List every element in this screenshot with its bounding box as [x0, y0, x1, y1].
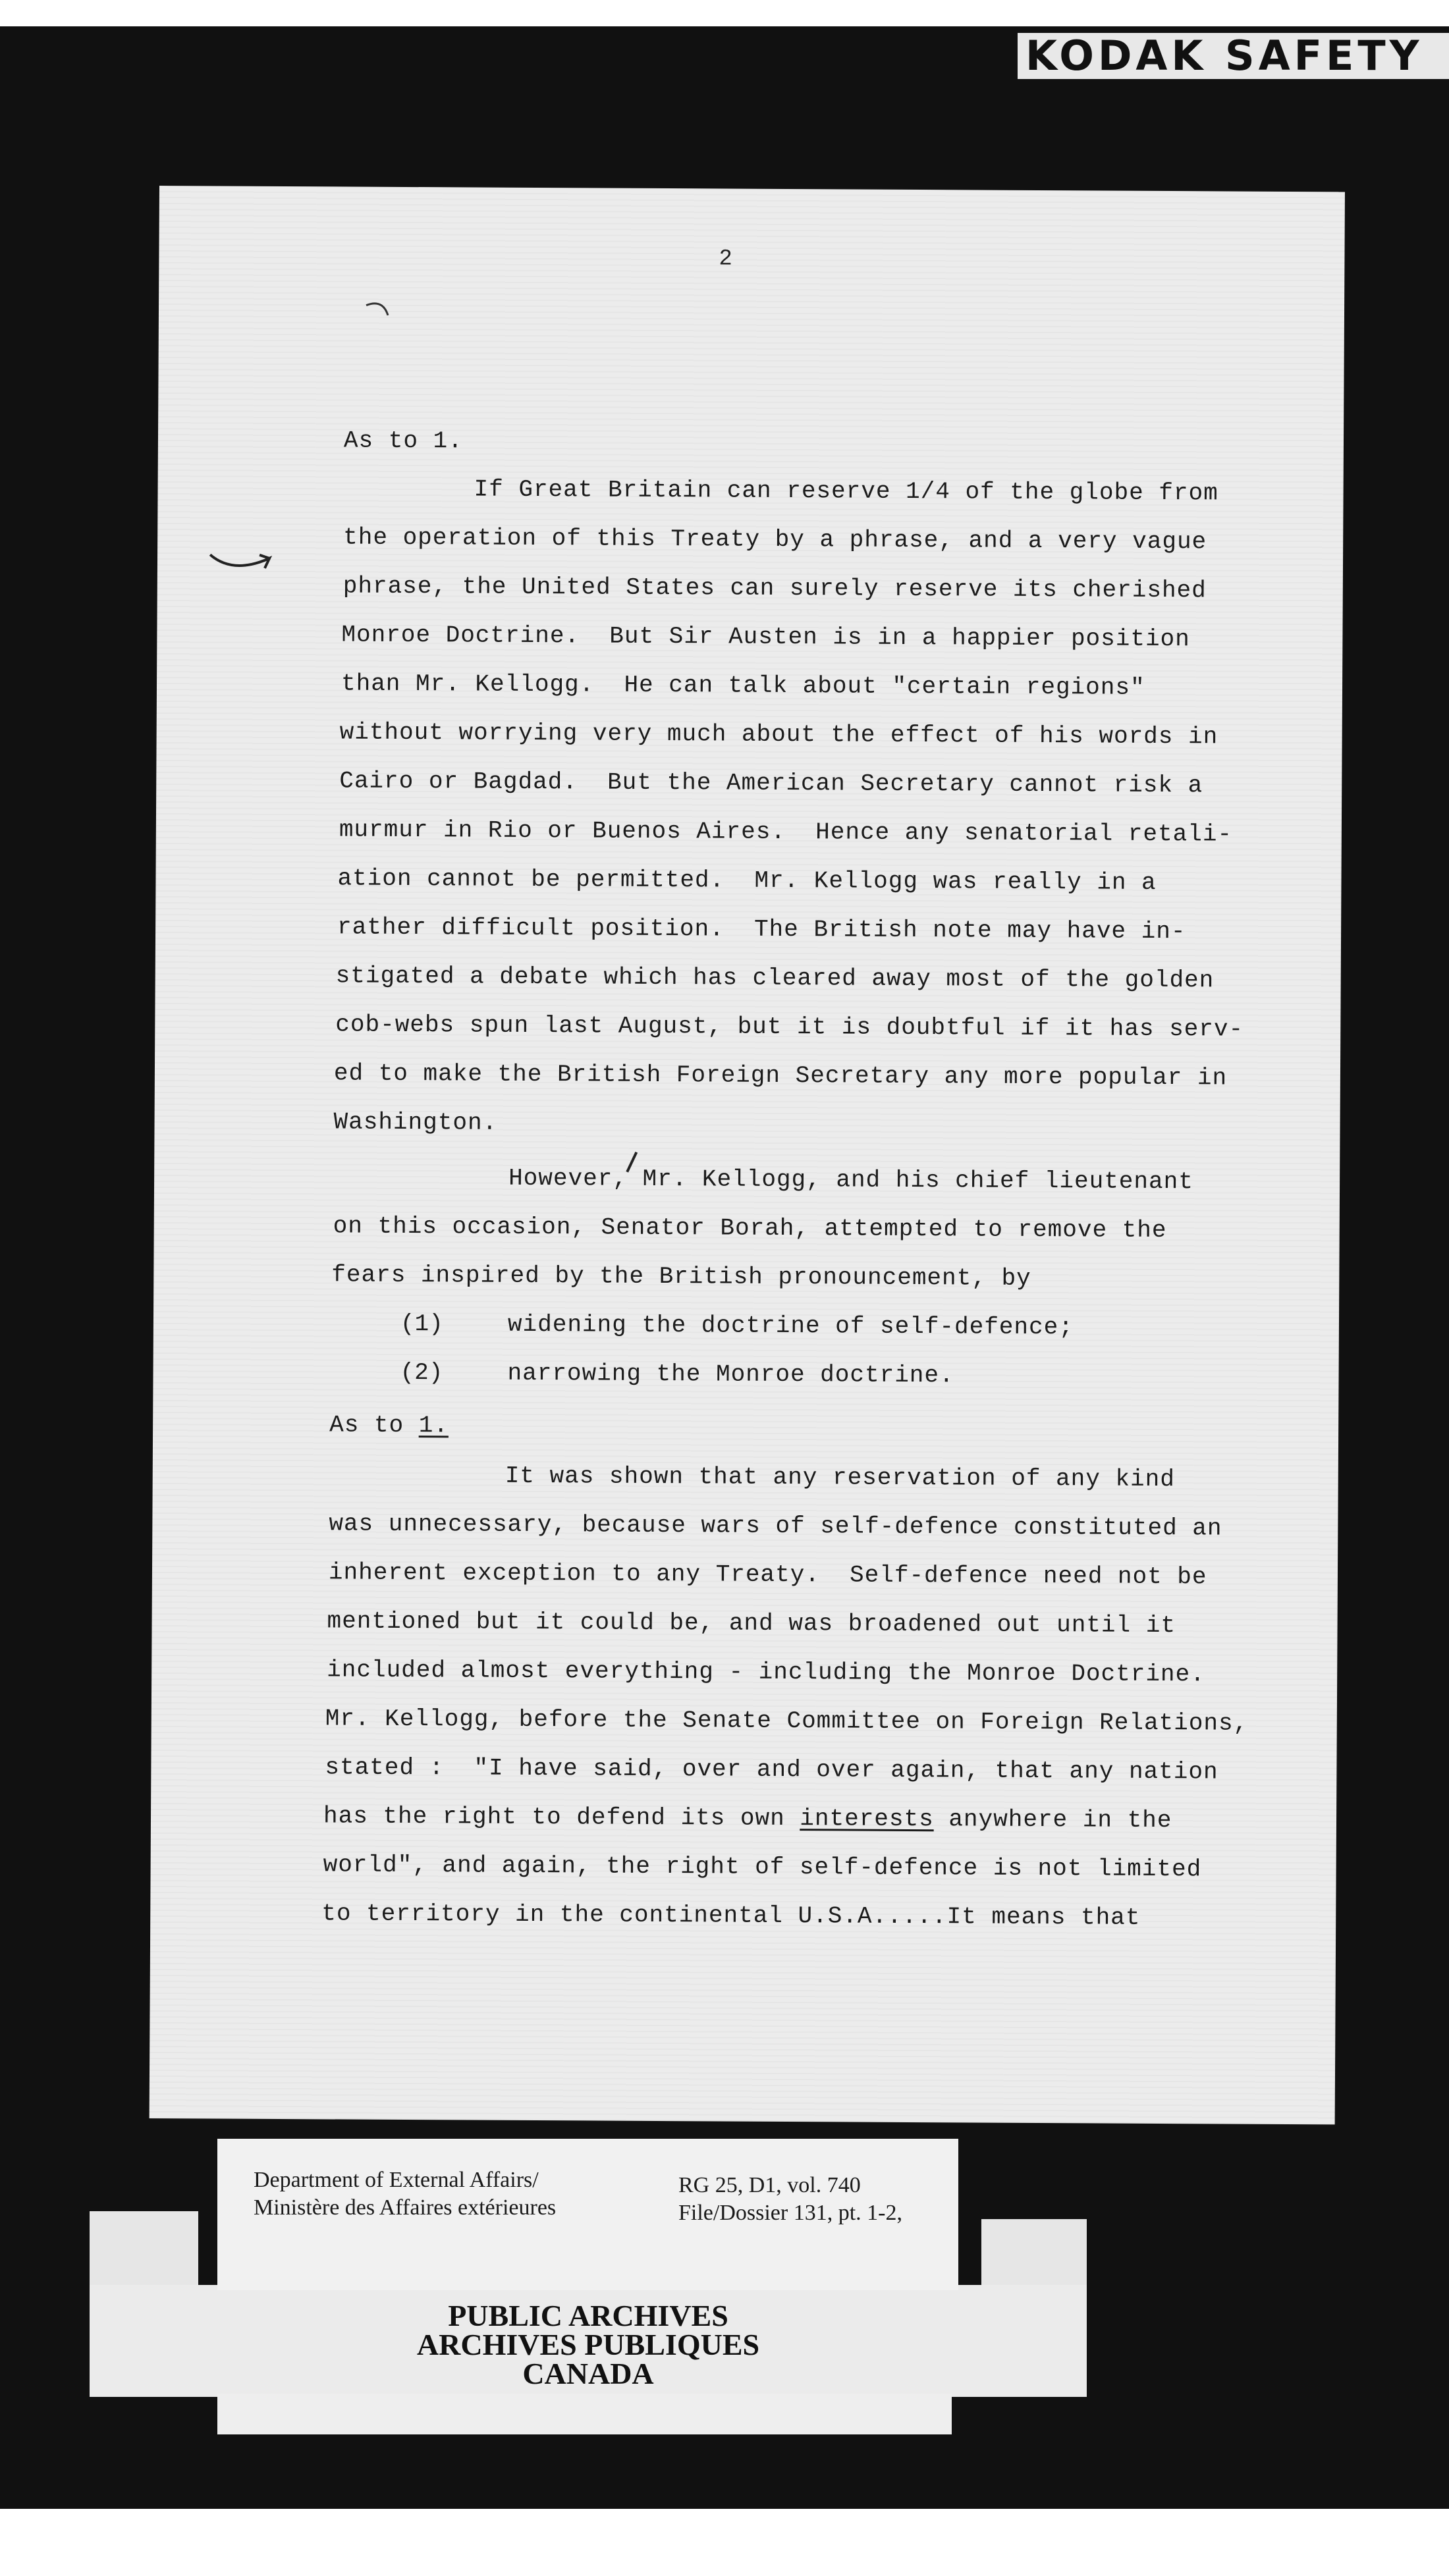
text-line: ed to make the British Foreign Secretary any more popular in — [333, 1060, 1228, 1092]
film-edge-mark: KODAK SAFETY — [1018, 33, 1449, 79]
record-group: RG 25, D1, vol. 740 — [678, 2173, 861, 2197]
list-item-number: (2) — [400, 1358, 443, 1387]
department-en: Department of External Affairs/ — [254, 2168, 539, 2192]
department-fr: Ministère des Affaires extérieures — [254, 2195, 557, 2220]
text-line — [323, 1802, 1172, 1834]
text-line: phrase, the United States can surely reserve its cherished — [342, 572, 1207, 604]
text-line: Washington. — [333, 1108, 498, 1137]
reference-label — [217, 2139, 958, 2290]
text-line: stated : "I have said, over and over again, that any nation — [325, 1754, 1218, 1786]
text-line: on this occasion, Senator Borah, attempted to remove the — [333, 1212, 1167, 1245]
text-line: ation cannot be permitted. Mr. Kellogg was really in a — [337, 865, 1157, 896]
text-line: fears inspired by the British pronouncement, by — [331, 1261, 1031, 1292]
text-line: than Mr. Kellogg. He can talk about "certain regions" — [341, 670, 1145, 701]
text-line: However, Mr. Kellogg, and his chief lieutenant — [508, 1164, 1193, 1196]
text-line: Mr. Kellogg, before the Senate Committee on Foreign Relations, — [325, 1705, 1249, 1737]
page-number: 2 — [719, 246, 732, 272]
text-segment: anywhere in the — [933, 1806, 1172, 1835]
section-heading — [329, 1411, 449, 1439]
section-heading-prefix: As to — [329, 1411, 419, 1439]
archive-line-1: PUBLIC ARCHIVES — [448, 2299, 728, 2332]
text-line: included almost everything - including the Monroe Doctrine. — [327, 1656, 1205, 1688]
text-line: to territory in the continental U.S.A.....It means that — [321, 1900, 1141, 1931]
text-line: mentioned but it could be, and was broadened out until it — [327, 1607, 1176, 1640]
text-line: was unnecessary, because wars of self-defence constituted an — [329, 1510, 1222, 1542]
text-line: inherent exception to any Treaty. Self-defence need not be — [328, 1559, 1207, 1591]
text-line: It was shown that any reservation of any kind — [505, 1462, 1176, 1493]
pen-mark — [363, 296, 396, 322]
text-line: murmur in Rio or Buenos Aires. Hence any senatorial retali- — [339, 816, 1233, 848]
text-line: world", and again, the right of self-defence is not limited — [323, 1851, 1202, 1883]
text-line: If Great Britain can reserve 1/4 of the globe from — [474, 475, 1218, 507]
text-line: rather difficult position. The British note may have in- — [337, 913, 1186, 946]
pen-mark — [622, 1150, 642, 1176]
text-segment: has the right to defend its own — [323, 1802, 800, 1833]
archive-line-3: CANADA — [522, 2357, 654, 2390]
list-item-number: (1) — [400, 1310, 443, 1338]
text-line: cob-webs spun last August, but it is doubtful if it has serv- — [335, 1011, 1244, 1043]
archive-stamp — [90, 2285, 1087, 2397]
section-heading: As to 1. — [343, 427, 463, 455]
file-reference: File/Dossier 131, pt. 1-2, — [678, 2201, 902, 2225]
text-line: Cairo or Bagdad. But the American Secretary cannot risk a — [339, 767, 1203, 799]
text-line: without worrying very much about the effect of his words in — [339, 718, 1218, 751]
archive-line-2: ARCHIVES PUBLIQUES — [416, 2328, 760, 2361]
text-line: the operation of this Treaty by a phrase, and a very vague — [343, 523, 1207, 556]
list-item-text: narrowing the Monroe doctrine. — [507, 1359, 954, 1389]
archive-card-bottom — [217, 2394, 952, 2434]
text-line: Monroe Doctrine. But Sir Austen is in a happier position — [341, 621, 1190, 653]
list-item-text: widening the doctrine of self-defence; — [507, 1310, 1074, 1341]
underlined-word: interests — [800, 1805, 934, 1833]
text-line: stigated a debate which has cleared away most of the golden — [335, 962, 1215, 994]
pen-arrow-mark — [207, 538, 279, 578]
section-heading-number: 1. — [418, 1412, 449, 1439]
document-page — [150, 186, 1345, 2124]
